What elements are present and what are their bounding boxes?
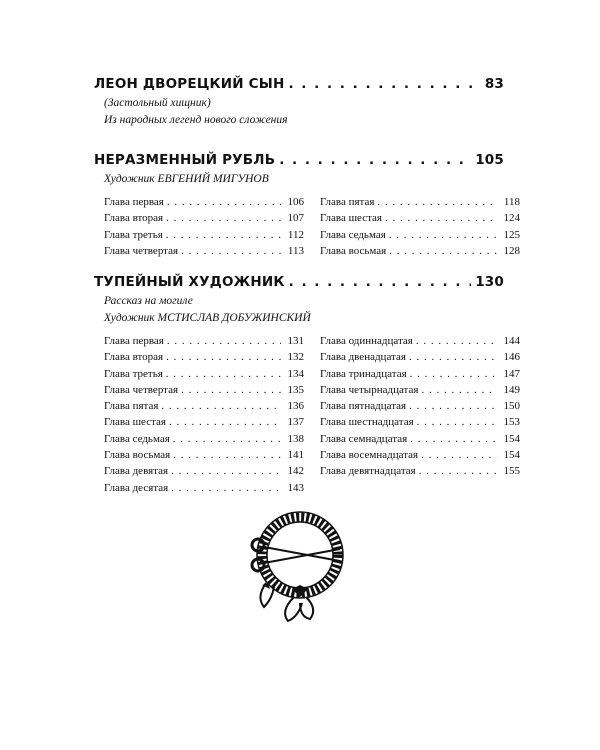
chapter-page-number: 125 (503, 228, 520, 241)
section-subtitle: Из народных легенд нового сложения (104, 114, 288, 126)
chapter-label: Глава двенадцатая (320, 351, 406, 364)
chapter-entry[interactable] (320, 366, 520, 382)
chapter-label: Глава восемнадцатая (320, 449, 419, 462)
chapter-page-number: 135 (287, 383, 304, 396)
section-subtitle: Художник МСТИСЛАВ ДОБУЖИНСКИЙ (104, 312, 311, 324)
chapter-page-number: 138 (287, 432, 304, 445)
leader-dots (166, 349, 281, 365)
chapter-entry[interactable] (104, 349, 304, 365)
chapter-label: Глава тринадцатая (320, 367, 407, 380)
leader-dots (167, 194, 281, 210)
leader-dots (416, 333, 497, 349)
chapter-label: Глава девятая (104, 465, 169, 478)
chapter-column-right (320, 333, 520, 496)
chapter-page-number: 131 (287, 335, 304, 347)
chapter-label: Глава десятая (104, 481, 169, 494)
leader-dots (288, 76, 480, 92)
chapter-page-number: 146 (503, 351, 520, 364)
chapter-entry[interactable] (104, 194, 304, 210)
chapter-label: Глава пятая (104, 400, 159, 413)
chapter-page-number: 150 (503, 400, 520, 413)
section-title: НЕРАЗМЕННЫЙ РУБЛЬ (94, 152, 276, 168)
section-leon (94, 76, 504, 129)
chapter-label: Глава третья (104, 228, 163, 241)
leader-dots (173, 431, 281, 447)
chapter-page-number: 153 (503, 416, 520, 429)
section-title: ЛЕОН ДВОРЕЦКИЙ СЫН (94, 76, 285, 92)
leader-dots (166, 210, 281, 226)
chapter-columns (104, 194, 520, 259)
chapter-page-number: 144 (503, 335, 520, 347)
chapter-entry[interactable] (104, 333, 304, 349)
leader-dots (421, 447, 497, 463)
chapter-page-number: 142 (287, 465, 304, 478)
chapter-page-number: 132 (287, 351, 304, 364)
chapter-page-number: 136 (287, 400, 304, 413)
chapter-entry[interactable] (104, 480, 304, 496)
chapter-entry[interactable] (320, 194, 520, 210)
section-title: ТУПЕЙНЫЙ ХУДОЖНИК (94, 274, 285, 290)
leader-dots (410, 366, 497, 382)
leader-dots (173, 447, 281, 463)
chapter-page-number: 112 (287, 228, 304, 241)
chapter-label: Глава девятнадцатая (320, 465, 416, 478)
chapter-label: Глава восьмая (104, 449, 171, 462)
chapter-label: Глава шестая (104, 416, 166, 429)
chapter-label: Глава вторая (104, 351, 164, 364)
chapter-entry[interactable] (320, 349, 520, 365)
leader-dots (171, 480, 281, 496)
chapter-label: Глава пятнадцатая (320, 400, 407, 413)
chapter-entry[interactable] (104, 447, 304, 463)
chapter-column-left (104, 194, 304, 259)
chapter-entry[interactable] (104, 398, 304, 414)
leader-dots (389, 227, 497, 243)
chapter-entry[interactable] (320, 333, 520, 349)
chapter-label: Глава шестнадцатая (320, 416, 414, 429)
section-page-number: 83 (484, 76, 504, 92)
leader-dots (389, 243, 497, 259)
chapter-entry[interactable] (104, 243, 304, 259)
chapter-entry[interactable] (320, 463, 520, 479)
leader-dots (279, 152, 471, 168)
section-subtitle: (Застольный хищник) (104, 97, 211, 109)
chapter-entry[interactable] (104, 431, 304, 447)
chapter-page-number: 128 (503, 244, 520, 257)
section-subtitle: Художник ЕВГЕНИЙ МИГУНОВ (104, 173, 269, 185)
leader-dots (166, 227, 281, 243)
leader-dots (161, 398, 281, 414)
chapter-page-number: 124 (503, 212, 520, 225)
chapter-label: Глава четырнадцатая (320, 383, 419, 396)
leader-dots (377, 194, 497, 210)
leader-dots (417, 414, 497, 430)
chapter-label: Глава одиннадцатая (320, 335, 413, 347)
chapter-page-number: 154 (503, 449, 520, 462)
leader-dots (166, 366, 281, 382)
chapter-entry[interactable] (104, 414, 304, 430)
chapter-entry[interactable] (104, 210, 304, 226)
chapter-page-number: 113 (287, 244, 304, 257)
chapter-label: Глава семнадцатая (320, 432, 408, 445)
section-heading[interactable] (94, 274, 504, 290)
chapter-page-number: 141 (287, 449, 304, 462)
section-subtitle: Рассказ на могиле (104, 295, 193, 307)
leader-dots (419, 463, 497, 479)
leader-dots (410, 431, 497, 447)
chapter-label: Глава четвертая (104, 383, 179, 396)
chapter-entry[interactable] (320, 431, 520, 447)
leader-dots (289, 274, 472, 290)
chapter-label: Глава седьмая (104, 432, 170, 445)
leader-dots (181, 382, 281, 398)
chapter-label: Глава вторая (104, 212, 164, 225)
chapter-columns (104, 333, 520, 496)
chapter-label: Глава первая (104, 196, 164, 208)
section-heading[interactable] (94, 152, 504, 168)
wreath-scissors-ornament-icon (244, 505, 356, 625)
chapter-column-left (104, 333, 304, 496)
chapter-entry[interactable] (104, 463, 304, 479)
chapter-page-number: 155 (503, 465, 520, 478)
chapter-label: Глава шестая (320, 212, 382, 225)
chapter-entry[interactable] (320, 243, 520, 259)
section-rubl (94, 152, 520, 259)
chapter-page-number: 107 (287, 212, 304, 225)
chapter-entry[interactable] (320, 447, 520, 463)
chapter-page-number: 106 (287, 196, 304, 208)
chapter-page-number: 147 (503, 367, 520, 380)
chapter-label: Глава четвертая (104, 244, 179, 257)
chapter-page-number: 118 (503, 196, 520, 208)
section-page-number: 105 (475, 152, 504, 168)
section-page-number: 130 (475, 274, 504, 290)
chapter-entry[interactable] (320, 414, 520, 430)
section-tupeyny (94, 274, 520, 496)
chapter-entry[interactable] (320, 398, 520, 414)
chapter-entry[interactable] (104, 366, 304, 382)
chapter-entry[interactable] (320, 227, 520, 243)
chapter-column-right (320, 194, 520, 259)
leader-dots (181, 243, 281, 259)
leader-dots (385, 210, 497, 226)
chapter-label: Глава седьмая (320, 228, 386, 241)
leader-dots (167, 333, 281, 349)
chapter-page-number: 143 (287, 481, 304, 494)
chapter-label: Глава первая (104, 335, 164, 347)
chapter-label: Глава пятая (320, 196, 375, 208)
chapter-entry[interactable] (320, 382, 520, 398)
leader-dots (171, 463, 281, 479)
chapter-entry[interactable] (104, 382, 304, 398)
chapter-entry[interactable] (104, 227, 304, 243)
leader-dots (421, 382, 497, 398)
section-heading[interactable] (94, 76, 504, 92)
chapter-label: Глава третья (104, 367, 163, 380)
leader-dots (409, 398, 497, 414)
chapter-page-number: 154 (503, 432, 520, 445)
chapter-page-number: 149 (503, 383, 520, 396)
chapter-page-number: 137 (287, 416, 304, 429)
chapter-page-number: 134 (287, 367, 304, 380)
chapter-entry[interactable] (320, 210, 520, 226)
leader-dots (169, 414, 281, 430)
leader-dots (409, 349, 497, 365)
chapter-label: Глава восьмая (320, 244, 387, 257)
